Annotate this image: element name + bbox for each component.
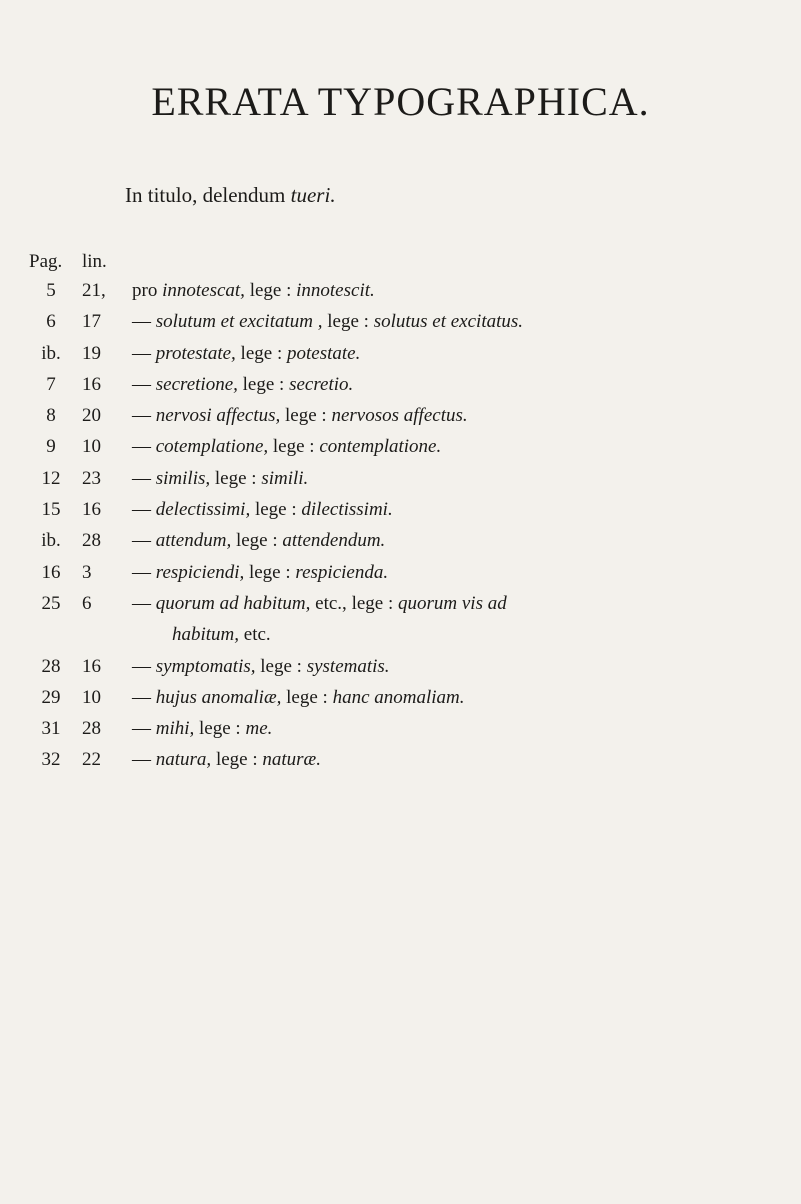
page-number: 28 (41, 655, 61, 677)
line-number: 6 (82, 592, 92, 614)
erroneous-reading: cotemplatione, (155, 436, 269, 458)
page-number: 12 (41, 467, 61, 489)
correct-reading: quorum vis ad (398, 592, 507, 614)
correction-text (132, 275, 792, 306)
column-header-line: lin. (82, 251, 107, 272)
lege-label: lege : (214, 467, 257, 489)
errata-row (0, 275, 801, 306)
correction-lead: — (132, 467, 151, 489)
erroneous-reading: symptomatis, (155, 655, 256, 677)
line-number: 22 (82, 749, 101, 771)
correction-text (132, 431, 792, 462)
correction-text (132, 400, 792, 431)
page-number: 32 (41, 749, 61, 771)
line-number: 23 (82, 467, 101, 489)
correction-lead: — (132, 499, 151, 521)
correction-lead: — (132, 655, 151, 677)
erroneous-reading: secretione, (155, 373, 238, 395)
correction-lead: — (132, 405, 151, 427)
errata-row (0, 744, 801, 775)
erroneous-reading: quorum ad habitum, (155, 592, 311, 614)
line-number: 17 (82, 311, 101, 333)
erroneous-reading: delectissimi, (155, 499, 251, 521)
line-number: 16 (82, 499, 101, 521)
erroneous-reading: similis, (155, 467, 211, 489)
lege-label: lege : (286, 686, 328, 708)
correct-reading: dilectissimi. (301, 499, 393, 521)
correct-reading: contemplatione. (319, 436, 442, 458)
line-number: 16 (82, 373, 101, 395)
erroneous-reading: natura, (155, 749, 212, 771)
errata-row (0, 588, 801, 651)
page-number: 9 (46, 436, 56, 458)
errata-row (0, 494, 801, 525)
column-header-page: Pag. (29, 251, 63, 272)
erroneous-reading: innotescat, (162, 280, 245, 301)
correction-text (132, 588, 792, 650)
errata-row (0, 682, 801, 713)
intro-line (125, 183, 336, 208)
line-number: 28 (82, 718, 101, 740)
erroneous-reading: hujus anomaliæ, (155, 686, 282, 708)
correction-lead: — (132, 561, 151, 583)
erroneous-reading: solutum et excitatum , (155, 311, 323, 333)
erroneous-reading: mihi, (155, 718, 195, 740)
page-number: 16 (41, 561, 61, 583)
page-number: ib. (41, 342, 61, 364)
line-number: 28 (82, 530, 101, 552)
lege-label: lege : (285, 405, 327, 427)
lege-label: lege : (199, 718, 241, 740)
lege-label: lege : (215, 749, 258, 771)
lege-label: lege : (272, 436, 315, 458)
errata-row (0, 557, 801, 588)
correction-text (132, 369, 792, 400)
lege-label: lege : (248, 561, 291, 583)
lege-label: lege : (240, 342, 283, 364)
correction-lead: — (132, 342, 151, 364)
correct-reading: potestate. (286, 342, 361, 364)
correction-text (132, 463, 792, 494)
correction-text (132, 713, 792, 744)
errata-row (0, 338, 801, 369)
lege-label: lege : (260, 655, 302, 677)
line-number: 20 (82, 405, 101, 427)
errata-row (0, 369, 801, 400)
page-number: 7 (46, 373, 56, 395)
page-number: 8 (46, 405, 56, 427)
line-number: 21, (82, 280, 106, 301)
correction-text (132, 494, 792, 525)
page-number: 5 (46, 280, 56, 301)
page-number: 6 (46, 311, 56, 333)
lege-label: lege : (235, 530, 278, 552)
erroneous-reading-tail: etc., (315, 592, 347, 614)
errata-row (0, 306, 801, 337)
correction-continuation (132, 619, 792, 650)
erroneous-reading: respiciendi, (155, 561, 245, 583)
correction-text (132, 651, 792, 682)
line-number: 10 (82, 436, 101, 458)
errata-row (0, 713, 801, 744)
correct-reading: secretio. (289, 373, 354, 395)
errata-row (0, 651, 801, 682)
correct-reading: naturæ. (262, 749, 321, 771)
errata-row (0, 463, 801, 494)
lege-label: lege : (327, 311, 369, 333)
line-number: 3 (82, 561, 92, 583)
intro-word: tueri. (290, 183, 336, 207)
correction-text (132, 338, 792, 369)
intro-prefix: In titulo, delendum (125, 183, 286, 207)
correction-lead: — (132, 686, 151, 708)
errata-list (0, 275, 801, 776)
line-number: 10 (82, 686, 101, 708)
erroneous-reading: protestate, (155, 342, 236, 364)
correction-lead: — (132, 718, 151, 740)
correct-reading: nervosos affectus. (331, 405, 468, 427)
correct-reading: hanc anomaliam. (332, 686, 465, 708)
errata-row (0, 400, 801, 431)
lege-label: lege : (351, 592, 394, 614)
correct-reading-tail: etc. (243, 623, 271, 645)
correct-reading: solutus et excitatus. (373, 311, 524, 333)
correction-text (132, 682, 792, 713)
correction-lead: — (132, 311, 151, 333)
line-number: 19 (82, 342, 101, 364)
lege-label: lege : (249, 280, 292, 301)
lege-label: lege : (242, 373, 285, 395)
correction-lead: — (132, 436, 151, 458)
page-number: 29 (41, 686, 61, 708)
page-title: ERRATA TYPOGRAPHICA. (151, 79, 650, 124)
correct-reading: systematis. (306, 655, 390, 677)
correct-reading-continued: habitum, (172, 623, 240, 645)
correction-lead: — (132, 530, 151, 552)
correct-reading: simili. (261, 467, 309, 489)
errata-row (0, 525, 801, 556)
erroneous-reading: attendum, (155, 530, 232, 552)
correct-reading: respicienda. (295, 561, 389, 583)
correction-text (132, 744, 792, 775)
correct-reading: innotescit. (296, 280, 375, 301)
correction-lead: — (132, 749, 151, 771)
page-number: 15 (41, 499, 61, 521)
correction-text (132, 306, 792, 337)
errata-row (0, 431, 801, 462)
correct-reading: attendendum. (282, 530, 386, 552)
lege-label: lege : (254, 499, 297, 521)
correction-lead: pro (132, 280, 158, 301)
erroneous-reading: nervosi affectus, (155, 405, 281, 427)
page-number: 31 (41, 718, 61, 740)
line-number: 16 (82, 655, 101, 677)
correction-text (132, 557, 792, 588)
correction-text (132, 525, 792, 556)
correction-lead: — (132, 592, 151, 614)
page-number: ib. (41, 530, 61, 552)
page-number: 25 (41, 592, 61, 614)
correction-lead: — (132, 373, 151, 395)
correct-reading: me. (245, 718, 273, 740)
